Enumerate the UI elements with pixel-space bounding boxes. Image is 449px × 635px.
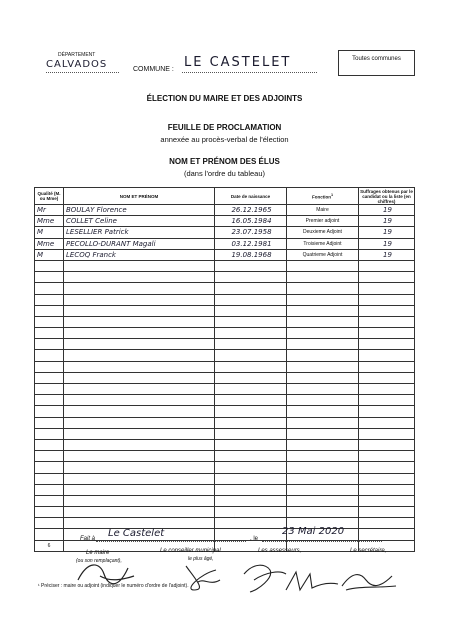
cell-fonction	[287, 417, 359, 428]
cell-fonction	[287, 361, 359, 372]
cell-suffrages	[359, 529, 415, 540]
fait-value: Le Castelet	[108, 528, 165, 539]
table-row	[35, 283, 415, 294]
table-row	[35, 384, 415, 395]
header-fonction: Fonction$^1$	[287, 188, 359, 205]
cell-qualite: M	[35, 227, 64, 238]
cell-qualite	[35, 260, 64, 271]
table-row	[35, 395, 415, 406]
cell-nom: LECOQ Franck	[64, 249, 215, 260]
cell-suffrages	[359, 361, 415, 372]
cell-nom	[64, 484, 215, 495]
cell-fonction	[287, 294, 359, 305]
cell-fonction	[287, 384, 359, 395]
cell-fonction	[287, 272, 359, 283]
cell-qualite	[35, 495, 64, 506]
cell-nom	[64, 272, 215, 283]
cell-nom	[64, 294, 215, 305]
commune-label: COMMUNE :	[133, 66, 174, 73]
table-row	[35, 484, 415, 495]
cell-qualite	[35, 384, 64, 395]
table-row	[35, 372, 415, 383]
cell-nom: PECOLLO-DURANT Magali	[64, 238, 215, 249]
cell-date	[215, 328, 287, 339]
departement-underline	[46, 72, 119, 73]
cell-date	[215, 395, 287, 406]
ordre-subtitle: (dans l'ordre du tableau)	[183, 169, 266, 178]
cell-qualite	[35, 372, 64, 383]
cell-fonction	[287, 316, 359, 327]
commune-value: LE CASTELET	[184, 55, 292, 70]
fait-label: Fait à	[80, 536, 96, 542]
cell-qualite: 6	[35, 540, 64, 551]
cell-fonction	[287, 462, 359, 473]
table-row	[35, 406, 415, 417]
cell-qualite	[35, 339, 64, 350]
cell-fonction: Deuxieme Adjoint	[287, 227, 359, 238]
cell-suffrages	[359, 417, 415, 428]
conseiller-sublabel: le plus âgé,	[188, 556, 214, 562]
annexee-subtitle: annexée au procès-verbal de l'élection	[160, 135, 289, 144]
cell-fonction	[287, 428, 359, 439]
table-row	[35, 451, 415, 462]
cell-nom	[64, 305, 215, 316]
cell-nom: LESELLIER Patrick	[64, 227, 215, 238]
cell-fonction	[287, 260, 359, 271]
cell-suffrages	[359, 384, 415, 395]
cell-qualite	[35, 518, 64, 529]
table-row	[35, 439, 415, 450]
nom-title: NOM ET PRÉNOM DES ÉLUS	[169, 157, 280, 166]
cell-qualite	[35, 283, 64, 294]
cell-date	[215, 473, 287, 484]
cell-fonction	[287, 495, 359, 506]
cell-qualite	[35, 428, 64, 439]
table-row	[35, 305, 415, 316]
header-qualite: Qualité (M. ou Mme)	[35, 188, 64, 205]
cell-nom	[64, 395, 215, 406]
cell-suffrages: 19	[359, 205, 415, 216]
cell-fonction	[287, 439, 359, 450]
cell-fonction: Maire	[287, 205, 359, 216]
cell-suffrages	[359, 305, 415, 316]
cell-qualite: Mme	[35, 238, 64, 249]
cell-suffrages: 19	[359, 227, 415, 238]
cell-suffrages	[359, 428, 415, 439]
cell-nom	[64, 260, 215, 271]
cell-qualite	[35, 328, 64, 339]
cell-nom: COLLET Celine	[64, 216, 215, 227]
cell-fonction	[287, 350, 359, 361]
cell-fonction	[287, 395, 359, 406]
cell-nom	[64, 473, 215, 484]
table-row	[35, 205, 415, 216]
cell-qualite	[35, 395, 64, 406]
cell-fonction	[287, 451, 359, 462]
feuille-title: FEUILLE DE PROCLAMATION	[167, 123, 282, 132]
fait-underline	[96, 541, 246, 542]
cell-suffrages	[359, 328, 415, 339]
table-row	[35, 361, 415, 372]
cell-date	[215, 417, 287, 428]
cell-nom	[64, 316, 215, 327]
cell-qualite	[35, 350, 64, 361]
cell-date	[215, 361, 287, 372]
cell-date	[215, 350, 287, 361]
assesseur2-signature	[282, 566, 342, 596]
cell-fonction	[287, 484, 359, 495]
cell-date	[215, 305, 287, 316]
cell-qualite	[35, 294, 64, 305]
header-date: Date de naissance	[215, 188, 287, 205]
cell-date	[215, 484, 287, 495]
table-row	[35, 428, 415, 439]
cell-fonction	[287, 507, 359, 518]
cell-qualite	[35, 316, 64, 327]
cell-nom	[64, 361, 215, 372]
cell-date	[215, 283, 287, 294]
cell-suffrages	[359, 439, 415, 450]
cell-nom	[64, 283, 215, 294]
cell-suffrages	[359, 406, 415, 417]
communes-box: Toutes communes	[338, 50, 415, 76]
commune-underline	[182, 72, 317, 73]
conseiller-signature	[176, 560, 226, 594]
le-label: , le	[250, 536, 259, 542]
cell-qualite	[35, 529, 64, 540]
table-row	[35, 249, 415, 260]
cell-date	[215, 507, 287, 518]
cell-suffrages	[359, 495, 415, 506]
cell-suffrages	[359, 507, 415, 518]
cell-qualite	[35, 305, 64, 316]
le-underline	[262, 541, 382, 542]
cell-fonction	[287, 372, 359, 383]
header-suffrages: Suffrages obtenus par le candidat ou la liste (en chiffres)	[360, 188, 413, 204]
cell-suffrages	[359, 283, 415, 294]
cell-qualite	[35, 417, 64, 428]
cell-fonction	[287, 339, 359, 350]
cell-suffrages	[359, 350, 415, 361]
conseiller-label: Le conseiller municipal	[160, 548, 221, 554]
departement-label: DÉPARTEMENT	[58, 52, 96, 58]
cell-nom	[64, 339, 215, 350]
table-row	[35, 417, 415, 428]
maire-signature	[70, 556, 140, 592]
cell-nom	[64, 439, 215, 450]
table-row	[35, 339, 415, 350]
table-row	[35, 294, 415, 305]
cell-date	[215, 260, 287, 271]
cell-fonction	[287, 305, 359, 316]
cell-qualite: M	[35, 249, 64, 260]
table-row	[35, 507, 415, 518]
maire-sublabel: (ou son remplaçant),	[76, 558, 122, 564]
cell-date	[215, 294, 287, 305]
cell-qualite	[35, 439, 64, 450]
table-row	[35, 216, 415, 227]
cell-nom	[64, 406, 215, 417]
table-row	[35, 328, 415, 339]
cell-suffrages	[359, 272, 415, 283]
le-value: 23 Mai 2020	[282, 526, 345, 537]
cell-date: 03.12.1981	[215, 238, 287, 249]
cell-nom	[64, 350, 215, 361]
cell-nom	[64, 451, 215, 462]
cell-nom	[64, 507, 215, 518]
cell-qualite: Mme	[35, 216, 64, 227]
cell-fonction	[287, 473, 359, 484]
cell-fonction	[287, 283, 359, 294]
cell-date: 26.12.1965	[215, 205, 287, 216]
cell-qualite	[35, 462, 64, 473]
table-row	[35, 462, 415, 473]
cell-nom	[64, 428, 215, 439]
cell-fonction	[287, 406, 359, 417]
cell-suffrages: 19	[359, 249, 415, 260]
cell-suffrages	[359, 339, 415, 350]
cell-fonction: Quatrieme Adjoint	[287, 249, 359, 260]
table-row	[35, 272, 415, 283]
table-row	[35, 260, 415, 271]
footnote: ¹ Préciser : maire ou adjoint (indiquer le numéro d'ordre de l'adjoint).	[38, 583, 189, 589]
cell-suffrages	[359, 462, 415, 473]
table-row	[35, 473, 415, 484]
cell-date	[215, 495, 287, 506]
assesseurs-label: Les assesseurs,	[258, 548, 302, 554]
cell-suffrages	[359, 316, 415, 327]
table-row	[35, 495, 415, 506]
cell-date: 23.07.1958	[215, 227, 287, 238]
cell-date	[215, 439, 287, 450]
cell-date	[215, 316, 287, 327]
secretaire-label: Le secrétaire,	[350, 548, 387, 554]
cell-nom	[64, 372, 215, 383]
table-row	[35, 350, 415, 361]
cell-suffrages	[359, 294, 415, 305]
cell-nom	[64, 384, 215, 395]
cell-date	[215, 372, 287, 383]
departement-value: CALVADOS	[46, 59, 108, 70]
header-nom: NOM ET PRÉNOM	[64, 188, 215, 205]
cell-date	[215, 339, 287, 350]
cell-qualite	[35, 406, 64, 417]
cell-suffrages	[359, 372, 415, 383]
cell-suffrages	[359, 473, 415, 484]
cell-qualite	[35, 507, 64, 518]
cell-date	[215, 428, 287, 439]
cell-suffrages	[359, 518, 415, 529]
cell-qualite: Mr	[35, 205, 64, 216]
cell-fonction	[287, 328, 359, 339]
table-row	[35, 316, 415, 327]
election-title: ÉLECTION DU MAIRE ET DES ADJOINTS	[146, 94, 303, 103]
cell-date	[215, 272, 287, 283]
cell-suffrages	[359, 395, 415, 406]
table-row	[35, 518, 415, 529]
cell-date	[215, 462, 287, 473]
elus-table	[34, 187, 415, 552]
cell-fonction: Premier adjoint	[287, 216, 359, 227]
cell-qualite	[35, 473, 64, 484]
cell-qualite	[35, 272, 64, 283]
cell-date	[215, 384, 287, 395]
cell-nom	[64, 417, 215, 428]
cell-date	[215, 451, 287, 462]
maire-label: Le maire	[86, 550, 110, 556]
cell-nom	[64, 328, 215, 339]
cell-suffrages	[359, 260, 415, 271]
cell-date: 19.08.1968	[215, 249, 287, 260]
secretaire-signature	[336, 566, 400, 596]
cell-suffrages	[359, 484, 415, 495]
cell-date: 16.05.1984	[215, 216, 287, 227]
cell-qualite	[35, 361, 64, 372]
cell-suffrages	[359, 451, 415, 462]
cell-nom	[64, 495, 215, 506]
cell-qualite	[35, 484, 64, 495]
cell-qualite	[35, 451, 64, 462]
cell-nom	[64, 462, 215, 473]
table-header-row	[35, 188, 415, 205]
cell-suffrages: 19	[359, 216, 415, 227]
table-row	[35, 227, 415, 238]
cell-suffrages: 19	[359, 238, 415, 249]
cell-nom: BOULAY Florence	[64, 205, 215, 216]
cell-date	[215, 406, 287, 417]
cell-date	[215, 518, 287, 529]
cell-fonction: Troisieme Adjoint	[287, 238, 359, 249]
table-row	[35, 238, 415, 249]
